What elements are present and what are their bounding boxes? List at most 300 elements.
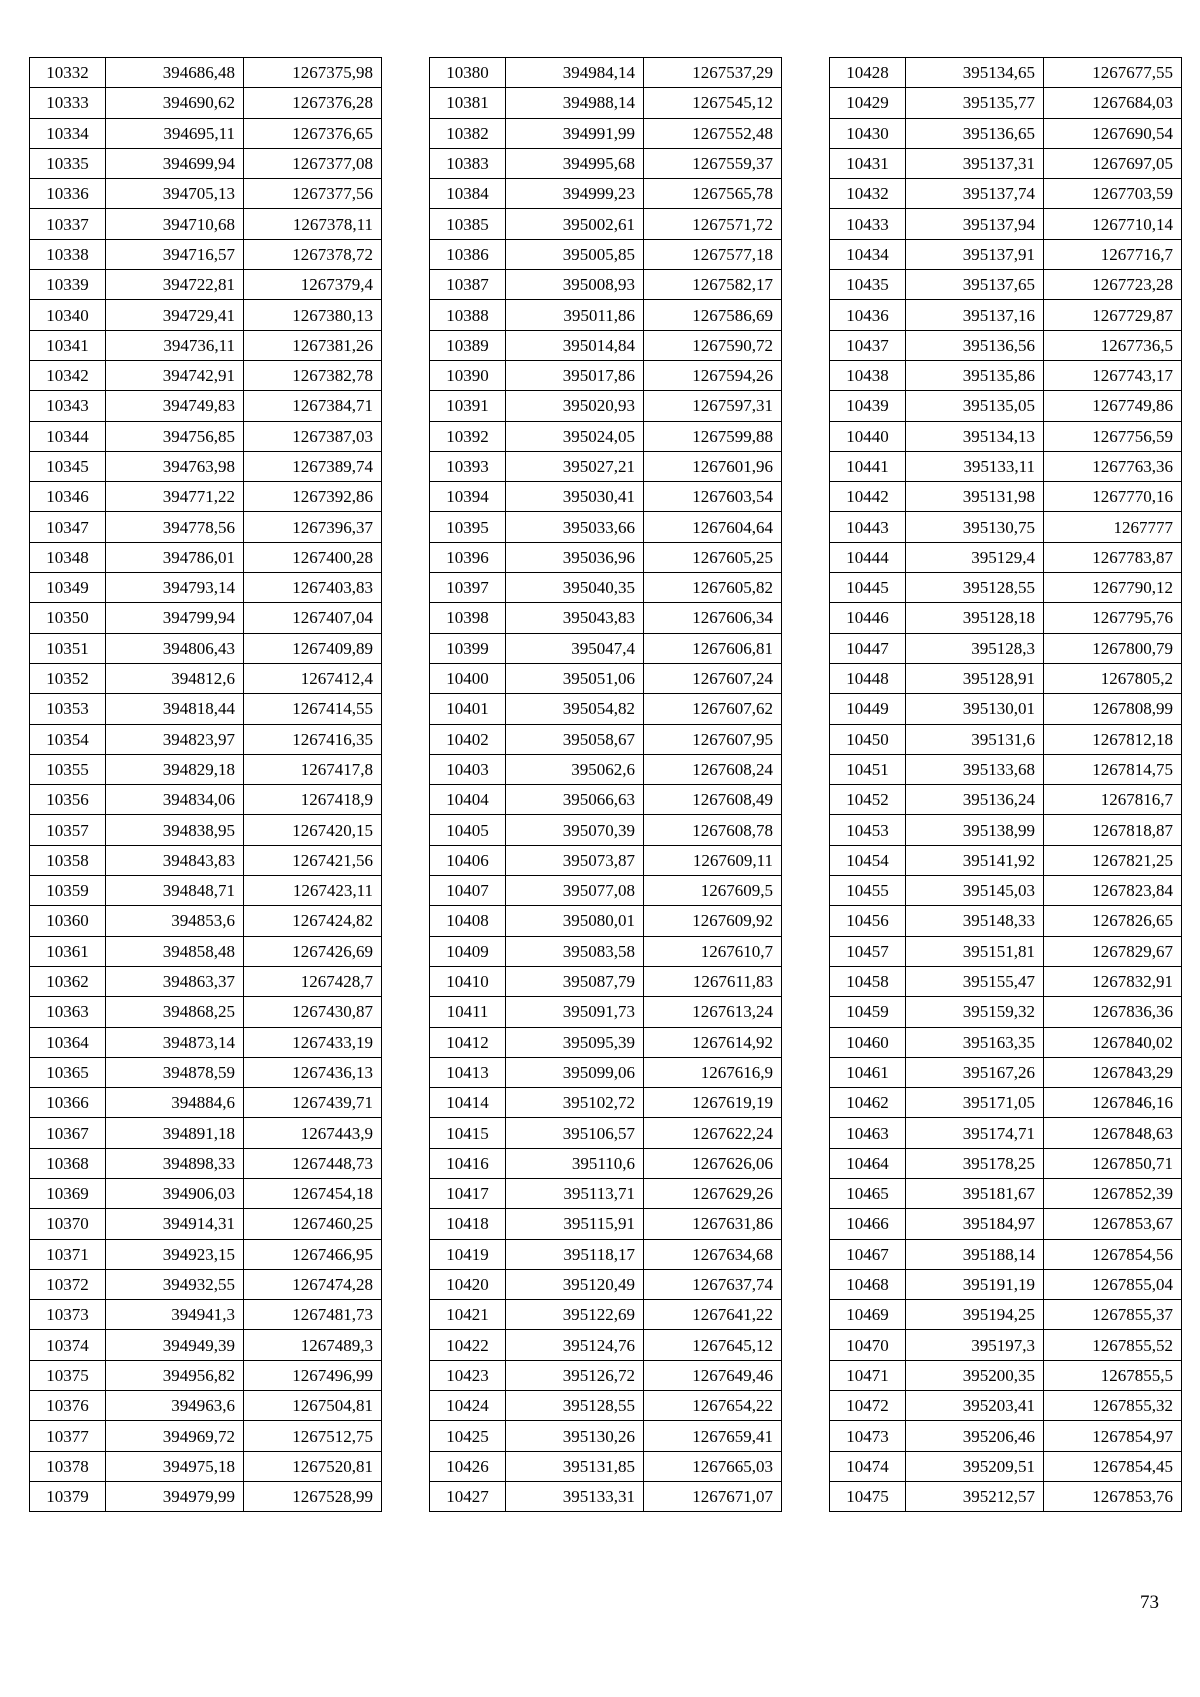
y-coordinate-cell: 1267641,22: [644, 1300, 782, 1330]
table-row: [830, 300, 1182, 330]
x-coordinate-cell: 395212,57: [906, 1481, 1044, 1511]
table-row: [430, 451, 782, 481]
table-row: [830, 1391, 1182, 1421]
table-row: [30, 966, 382, 996]
y-coordinate-cell: 1267512,75: [244, 1421, 382, 1451]
table-row: [430, 239, 782, 269]
table-row: [30, 300, 382, 330]
y-coordinate-cell: 1267654,22: [644, 1391, 782, 1421]
x-coordinate-cell: 395054,82: [506, 694, 644, 724]
x-coordinate-cell: 395130,26: [506, 1421, 644, 1451]
x-coordinate-cell: 394812,6: [106, 663, 244, 693]
table-row: [30, 1269, 382, 1299]
y-coordinate-cell: 1267605,25: [644, 542, 782, 572]
x-coordinate-cell: 395137,16: [906, 300, 1044, 330]
y-coordinate-cell: 1267594,26: [644, 360, 782, 390]
y-coordinate-cell: 1267392,86: [244, 482, 382, 512]
y-coordinate-cell: 1267577,18: [644, 239, 782, 269]
x-coordinate-cell: 395099,06: [506, 1057, 644, 1087]
point-number-cell: 10361: [30, 936, 106, 966]
x-coordinate-cell: 395148,33: [906, 906, 1044, 936]
x-coordinate-cell: 394756,85: [106, 421, 244, 451]
x-coordinate-cell: 395197,3: [906, 1330, 1044, 1360]
point-number-cell: 10410: [430, 966, 506, 996]
point-number-cell: 10424: [430, 1391, 506, 1421]
point-number-cell: 10429: [830, 88, 906, 118]
x-coordinate-cell: 395024,05: [506, 421, 644, 451]
table-row: [830, 179, 1182, 209]
point-number-cell: 10432: [830, 179, 906, 209]
table-row: [430, 300, 782, 330]
point-number-cell: 10377: [30, 1421, 106, 1451]
y-coordinate-cell: 1267418,9: [244, 785, 382, 815]
y-coordinate-cell: 1267723,28: [1044, 270, 1182, 300]
point-number-cell: 10399: [430, 633, 506, 663]
x-coordinate-cell: 395062,6: [506, 754, 644, 784]
table-row: [830, 482, 1182, 512]
point-number-cell: 10447: [830, 633, 906, 663]
point-number-cell: 10439: [830, 391, 906, 421]
x-coordinate-cell: 395130,01: [906, 694, 1044, 724]
table-row: [430, 330, 782, 360]
x-coordinate-cell: 394848,71: [106, 876, 244, 906]
x-coordinate-cell: 395058,67: [506, 724, 644, 754]
table-row: [430, 845, 782, 875]
y-coordinate-cell: 1267690,54: [1044, 118, 1182, 148]
point-number-cell: 10405: [430, 815, 506, 845]
point-number-cell: 10347: [30, 512, 106, 542]
y-coordinate-cell: 1267697,05: [1044, 148, 1182, 178]
point-number-cell: 10386: [430, 239, 506, 269]
point-number-cell: 10402: [430, 724, 506, 754]
table-row: [830, 118, 1182, 148]
y-coordinate-cell: 1267606,81: [644, 633, 782, 663]
point-number-cell: 10339: [30, 270, 106, 300]
x-coordinate-cell: 394979,99: [106, 1481, 244, 1511]
y-coordinate-cell: 1267613,24: [644, 997, 782, 1027]
x-coordinate-cell: 394988,14: [506, 88, 644, 118]
x-coordinate-cell: 395136,24: [906, 785, 1044, 815]
table-row: [830, 239, 1182, 269]
x-coordinate-cell: 394778,56: [106, 512, 244, 542]
point-number-cell: 10453: [830, 815, 906, 845]
point-number-cell: 10404: [430, 785, 506, 815]
x-coordinate-cell: 395128,55: [506, 1391, 644, 1421]
point-number-cell: 10357: [30, 815, 106, 845]
table-row: [430, 1391, 782, 1421]
table-row: [30, 785, 382, 815]
point-number-cell: 10391: [430, 391, 506, 421]
point-number-cell: 10449: [830, 694, 906, 724]
table-row: [430, 573, 782, 603]
y-coordinate-cell: 1267763,36: [1044, 451, 1182, 481]
y-coordinate-cell: 1267611,83: [644, 966, 782, 996]
x-coordinate-cell: 395115,91: [506, 1209, 644, 1239]
x-coordinate-cell: 394699,94: [106, 148, 244, 178]
x-coordinate-cell: 395124,76: [506, 1330, 644, 1360]
x-coordinate-cell: 395051,06: [506, 663, 644, 693]
point-number-cell: 10471: [830, 1360, 906, 1390]
y-coordinate-cell: 1267607,62: [644, 694, 782, 724]
table-row: [830, 694, 1182, 724]
x-coordinate-cell: 395138,99: [906, 815, 1044, 845]
point-number-cell: 10371: [30, 1239, 106, 1269]
x-coordinate-cell: 395118,17: [506, 1239, 644, 1269]
y-coordinate-cell: 1267601,96: [644, 451, 782, 481]
point-number-cell: 10431: [830, 148, 906, 178]
point-number-cell: 10452: [830, 785, 906, 815]
x-coordinate-cell: 394799,94: [106, 603, 244, 633]
x-coordinate-cell: 395133,68: [906, 754, 1044, 784]
y-coordinate-cell: 1267609,11: [644, 845, 782, 875]
point-number-cell: 10475: [830, 1481, 906, 1511]
table-row: [430, 1360, 782, 1390]
point-number-cell: 10363: [30, 997, 106, 1027]
point-number-cell: 10422: [430, 1330, 506, 1360]
table-row: [430, 58, 782, 88]
table-row: [430, 1239, 782, 1269]
table-row: [830, 209, 1182, 239]
point-number-cell: 10348: [30, 542, 106, 572]
x-coordinate-cell: 394853,6: [106, 906, 244, 936]
table-row: [430, 270, 782, 300]
x-coordinate-cell: 395128,18: [906, 603, 1044, 633]
point-number-cell: 10364: [30, 1027, 106, 1057]
x-coordinate-cell: 395020,93: [506, 391, 644, 421]
point-number-cell: 10463: [830, 1118, 906, 1148]
x-coordinate-cell: 395030,41: [506, 482, 644, 512]
x-coordinate-cell: 395087,79: [506, 966, 644, 996]
table-row: [30, 936, 382, 966]
point-number-cell: 10444: [830, 542, 906, 572]
y-coordinate-cell: 1267460,25: [244, 1209, 382, 1239]
table-row: [830, 1421, 1182, 1451]
y-coordinate-cell: 1267607,24: [644, 663, 782, 693]
y-coordinate-cell: 1267854,56: [1044, 1239, 1182, 1269]
y-coordinate-cell: 1267783,87: [1044, 542, 1182, 572]
x-coordinate-cell: 395159,32: [906, 997, 1044, 1027]
point-number-cell: 10375: [30, 1360, 106, 1390]
table-row: [30, 663, 382, 693]
y-coordinate-cell: 1267795,76: [1044, 603, 1182, 633]
point-number-cell: 10368: [30, 1148, 106, 1178]
y-coordinate-cell: 1267565,78: [644, 179, 782, 209]
table-row: [830, 1148, 1182, 1178]
y-coordinate-cell: 1267420,15: [244, 815, 382, 845]
point-number-cell: 10458: [830, 966, 906, 996]
table-row: [30, 360, 382, 390]
point-number-cell: 10340: [30, 300, 106, 330]
table-row: [830, 360, 1182, 390]
y-coordinate-cell: 1267378,11: [244, 209, 382, 239]
table-row: [430, 876, 782, 906]
point-number-cell: 10415: [430, 1118, 506, 1148]
point-number-cell: 10390: [430, 360, 506, 390]
y-coordinate-cell: 1267603,54: [644, 482, 782, 512]
y-coordinate-cell: 1267412,4: [244, 663, 382, 693]
x-coordinate-cell: 395008,93: [506, 270, 644, 300]
point-number-cell: 10413: [430, 1057, 506, 1087]
x-coordinate-cell: 394991,99: [506, 118, 644, 148]
x-coordinate-cell: 395129,4: [906, 542, 1044, 572]
point-number-cell: 10393: [430, 451, 506, 481]
y-coordinate-cell: 1267407,04: [244, 603, 382, 633]
table-row: [430, 421, 782, 451]
table-row: [30, 148, 382, 178]
table-row: [430, 148, 782, 178]
y-coordinate-cell: 1267710,14: [1044, 209, 1182, 239]
x-coordinate-cell: 395141,92: [906, 845, 1044, 875]
x-coordinate-cell: 394932,55: [106, 1269, 244, 1299]
point-number-cell: 10425: [430, 1421, 506, 1451]
table-row: [30, 1239, 382, 1269]
y-coordinate-cell: 1267421,56: [244, 845, 382, 875]
table-row: [430, 1057, 782, 1087]
point-number-cell: 10354: [30, 724, 106, 754]
table-row: [830, 1269, 1182, 1299]
table-row: [30, 1391, 382, 1421]
y-coordinate-cell: 1267454,18: [244, 1178, 382, 1208]
y-coordinate-cell: 1267496,99: [244, 1360, 382, 1390]
y-coordinate-cell: 1267416,35: [244, 724, 382, 754]
point-number-cell: 10346: [30, 482, 106, 512]
x-coordinate-cell: 394838,95: [106, 815, 244, 845]
x-coordinate-cell: 395106,57: [506, 1118, 644, 1148]
x-coordinate-cell: 395191,19: [906, 1269, 1044, 1299]
table-row: [830, 1178, 1182, 1208]
y-coordinate-cell: 1267387,03: [244, 421, 382, 451]
point-number-cell: 10352: [30, 663, 106, 693]
y-coordinate-cell: 1267377,56: [244, 179, 382, 209]
x-coordinate-cell: 394834,06: [106, 785, 244, 815]
y-coordinate-cell: 1267376,65: [244, 118, 382, 148]
y-coordinate-cell: 1267424,82: [244, 906, 382, 936]
x-coordinate-cell: 394793,14: [106, 573, 244, 603]
x-coordinate-cell: 395131,98: [906, 482, 1044, 512]
table-row: [430, 512, 782, 542]
table-row: [30, 876, 382, 906]
y-coordinate-cell: 1267770,16: [1044, 482, 1182, 512]
x-coordinate-cell: 395181,67: [906, 1178, 1044, 1208]
y-coordinate-cell: 1267846,16: [1044, 1088, 1182, 1118]
y-coordinate-cell: 1267614,92: [644, 1027, 782, 1057]
y-coordinate-cell: 1267649,46: [644, 1360, 782, 1390]
x-coordinate-cell: 394763,98: [106, 451, 244, 481]
point-number-cell: 10337: [30, 209, 106, 239]
point-number-cell: 10407: [430, 876, 506, 906]
point-number-cell: 10383: [430, 148, 506, 178]
y-coordinate-cell: 1267545,12: [644, 88, 782, 118]
table-row: [430, 1118, 782, 1148]
y-coordinate-cell: 1267423,11: [244, 876, 382, 906]
coordinate-table-3: [829, 57, 1182, 1512]
x-coordinate-cell: 395209,51: [906, 1451, 1044, 1481]
table-row: [830, 1451, 1182, 1481]
table-row: [830, 573, 1182, 603]
point-number-cell: 10450: [830, 724, 906, 754]
point-number-cell: 10420: [430, 1269, 506, 1299]
y-coordinate-cell: 1267571,72: [644, 209, 782, 239]
point-number-cell: 10460: [830, 1027, 906, 1057]
x-coordinate-cell: 395102,72: [506, 1088, 644, 1118]
table-row: [830, 633, 1182, 663]
table-row: [30, 58, 382, 88]
point-number-cell: 10374: [30, 1330, 106, 1360]
point-number-cell: 10456: [830, 906, 906, 936]
x-coordinate-cell: 394949,39: [106, 1330, 244, 1360]
y-coordinate-cell: 1267599,88: [644, 421, 782, 451]
point-number-cell: 10470: [830, 1330, 906, 1360]
x-coordinate-cell: 395184,97: [906, 1209, 1044, 1239]
y-coordinate-cell: 1267414,55: [244, 694, 382, 724]
x-coordinate-cell: 394884,6: [106, 1088, 244, 1118]
y-coordinate-cell: 1267619,19: [644, 1088, 782, 1118]
x-coordinate-cell: 395167,26: [906, 1057, 1044, 1087]
x-coordinate-cell: 395027,21: [506, 451, 644, 481]
table-row: [830, 1481, 1182, 1511]
y-coordinate-cell: 1267376,28: [244, 88, 382, 118]
x-coordinate-cell: 395047,4: [506, 633, 644, 663]
x-coordinate-cell: 395128,3: [906, 633, 1044, 663]
x-coordinate-cell: 394898,33: [106, 1148, 244, 1178]
point-number-cell: 10382: [430, 118, 506, 148]
y-coordinate-cell: 1267607,95: [644, 724, 782, 754]
x-coordinate-cell: 395083,58: [506, 936, 644, 966]
point-number-cell: 10427: [430, 1481, 506, 1511]
x-coordinate-cell: 395135,77: [906, 88, 1044, 118]
point-number-cell: 10466: [830, 1209, 906, 1239]
y-coordinate-cell: 1267381,26: [244, 330, 382, 360]
x-coordinate-cell: 395017,86: [506, 360, 644, 390]
x-coordinate-cell: 394963,6: [106, 1391, 244, 1421]
point-number-cell: 10408: [430, 906, 506, 936]
x-coordinate-cell: 394843,83: [106, 845, 244, 875]
point-number-cell: 10474: [830, 1451, 906, 1481]
point-number-cell: 10441: [830, 451, 906, 481]
point-number-cell: 10334: [30, 118, 106, 148]
table-row: [830, 724, 1182, 754]
y-coordinate-cell: 1267396,37: [244, 512, 382, 542]
point-number-cell: 10430: [830, 118, 906, 148]
y-coordinate-cell: 1267749,86: [1044, 391, 1182, 421]
table-row: [430, 1330, 782, 1360]
table-row: [430, 1481, 782, 1511]
y-coordinate-cell: 1267608,78: [644, 815, 782, 845]
table-row: [830, 1330, 1182, 1360]
x-coordinate-cell: 394690,62: [106, 88, 244, 118]
y-coordinate-cell: 1267528,99: [244, 1481, 382, 1511]
y-coordinate-cell: 1267736,5: [1044, 330, 1182, 360]
table-row: [430, 936, 782, 966]
x-coordinate-cell: 394729,41: [106, 300, 244, 330]
table-row: [830, 1300, 1182, 1330]
x-coordinate-cell: 395188,14: [906, 1239, 1044, 1269]
table-row: [830, 148, 1182, 178]
x-coordinate-cell: 394858,48: [106, 936, 244, 966]
x-coordinate-cell: 394878,59: [106, 1057, 244, 1087]
y-coordinate-cell: 1267659,41: [644, 1421, 782, 1451]
x-coordinate-cell: 395171,05: [906, 1088, 1044, 1118]
table-row: [830, 421, 1182, 451]
table-row: [830, 1209, 1182, 1239]
table-row: [430, 1148, 782, 1178]
point-number-cell: 10414: [430, 1088, 506, 1118]
x-coordinate-cell: 394995,68: [506, 148, 644, 178]
y-coordinate-cell: 1267629,26: [644, 1178, 782, 1208]
x-coordinate-cell: 395122,69: [506, 1300, 644, 1330]
table-row: [830, 1239, 1182, 1269]
point-number-cell: 10342: [30, 360, 106, 390]
table-row: [30, 391, 382, 421]
y-coordinate-cell: 1267634,68: [644, 1239, 782, 1269]
table-row: [30, 209, 382, 239]
y-coordinate-cell: 1267474,28: [244, 1269, 382, 1299]
x-coordinate-cell: 394906,03: [106, 1178, 244, 1208]
point-number-cell: 10360: [30, 906, 106, 936]
y-coordinate-cell: 1267380,13: [244, 300, 382, 330]
x-coordinate-cell: 395043,83: [506, 603, 644, 633]
x-coordinate-cell: 394923,15: [106, 1239, 244, 1269]
y-coordinate-cell: 1267616,9: [644, 1057, 782, 1087]
x-coordinate-cell: 395002,61: [506, 209, 644, 239]
x-coordinate-cell: 395130,75: [906, 512, 1044, 542]
table-row: [30, 633, 382, 663]
y-coordinate-cell: 1267821,25: [1044, 845, 1182, 875]
y-coordinate-cell: 1267582,17: [644, 270, 782, 300]
y-coordinate-cell: 1267814,75: [1044, 754, 1182, 784]
x-coordinate-cell: 395133,11: [906, 451, 1044, 481]
table-row: [30, 330, 382, 360]
table-row: [430, 118, 782, 148]
x-coordinate-cell: 395206,46: [906, 1421, 1044, 1451]
point-number-cell: 10394: [430, 482, 506, 512]
y-coordinate-cell: 1267606,34: [644, 603, 782, 633]
x-coordinate-cell: 395095,39: [506, 1027, 644, 1057]
table-row: [830, 88, 1182, 118]
point-number-cell: 10381: [430, 88, 506, 118]
x-coordinate-cell: 394868,25: [106, 997, 244, 1027]
table-row: [30, 1209, 382, 1239]
y-coordinate-cell: 1267756,59: [1044, 421, 1182, 451]
point-number-cell: 10372: [30, 1269, 106, 1299]
y-coordinate-cell: 1267382,78: [244, 360, 382, 390]
y-coordinate-cell: 1267854,45: [1044, 1451, 1182, 1481]
x-coordinate-cell: 395135,05: [906, 391, 1044, 421]
y-coordinate-cell: 1267855,04: [1044, 1269, 1182, 1299]
table-row: [30, 451, 382, 481]
y-coordinate-cell: 1267790,12: [1044, 573, 1182, 603]
y-coordinate-cell: 1267800,79: [1044, 633, 1182, 663]
point-number-cell: 10396: [430, 542, 506, 572]
y-coordinate-cell: 1267609,5: [644, 876, 782, 906]
table-row: [430, 1451, 782, 1481]
x-coordinate-cell: 395091,73: [506, 997, 644, 1027]
table-row: [30, 1300, 382, 1330]
y-coordinate-cell: 1267743,17: [1044, 360, 1182, 390]
coordinate-table-2: [429, 57, 782, 1512]
y-coordinate-cell: 1267443,9: [244, 1118, 382, 1148]
x-coordinate-cell: 394710,68: [106, 209, 244, 239]
point-number-cell: 10388: [430, 300, 506, 330]
x-coordinate-cell: 395133,31: [506, 1481, 644, 1511]
x-coordinate-cell: 395073,87: [506, 845, 644, 875]
y-coordinate-cell: 1267433,19: [244, 1027, 382, 1057]
table-row: [830, 997, 1182, 1027]
y-coordinate-cell: 1267855,52: [1044, 1330, 1182, 1360]
point-number-cell: 10380: [430, 58, 506, 88]
table-row: [30, 1330, 382, 1360]
x-coordinate-cell: 394736,11: [106, 330, 244, 360]
